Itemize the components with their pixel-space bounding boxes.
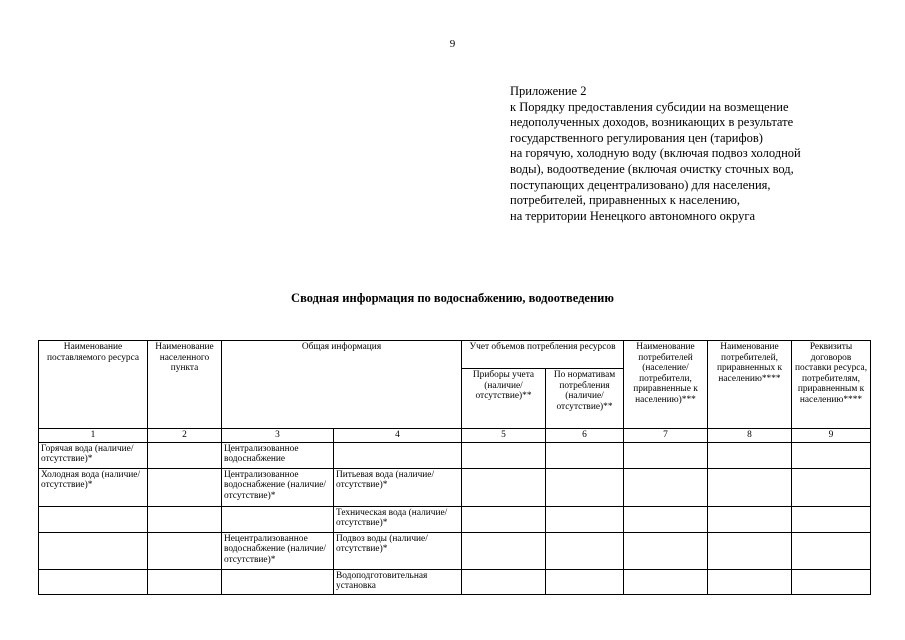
table-row bbox=[39, 468, 871, 506]
table-row bbox=[39, 442, 871, 468]
column-number: 4 bbox=[334, 429, 462, 443]
equated-consumers-cell bbox=[708, 506, 792, 532]
header-consumers: Наименование потребителей (население/ потребители, приравненные к населению)*** bbox=[624, 341, 708, 429]
column-number: 5 bbox=[462, 429, 546, 443]
appendix-line: на горячую, холодную воду (включая подвоз холодной bbox=[510, 146, 801, 161]
header-row bbox=[39, 341, 871, 369]
settlement-cell bbox=[148, 569, 222, 594]
equated-consumers-cell bbox=[708, 532, 792, 569]
appendix-line: воды), водоотведение (включая очистку сточных вод, bbox=[510, 161, 794, 176]
summary-table bbox=[38, 340, 871, 595]
norms-cell bbox=[546, 506, 624, 532]
column-number: 3 bbox=[222, 429, 334, 443]
meters-cell bbox=[462, 569, 546, 594]
page-number: 9 bbox=[449, 38, 456, 50]
contract-cell bbox=[792, 468, 871, 506]
settlement-cell bbox=[148, 532, 222, 569]
appendix-line: недополученных доходов, возникающих в результате bbox=[510, 115, 794, 130]
header-resource: Наименование поставляемого ресурса bbox=[39, 341, 148, 429]
meters-cell bbox=[462, 468, 546, 506]
meters-cell bbox=[462, 506, 546, 532]
meters-cell bbox=[462, 532, 546, 569]
column-number: 1 bbox=[39, 429, 148, 443]
contract-cell bbox=[792, 506, 871, 532]
resource-cell: Холодная вода (наличие/отсутствие)* bbox=[39, 468, 148, 506]
column-number-row bbox=[39, 429, 871, 443]
column-number: 9 bbox=[792, 429, 871, 443]
header-metering: Учет объемов потребления ресурсов bbox=[462, 341, 624, 369]
resource-cell: Горячая вода (наличие/отсутствие)* bbox=[39, 442, 148, 468]
consumers-cell bbox=[624, 532, 708, 569]
supply-cell bbox=[222, 506, 334, 532]
column-number: 8 bbox=[708, 429, 792, 443]
norms-cell bbox=[546, 532, 624, 569]
column-number: 2 bbox=[148, 429, 222, 443]
table-row bbox=[39, 569, 871, 594]
detail-cell: Техническая вода (наличие/отсутствие)* bbox=[334, 506, 462, 532]
column-number: 7 bbox=[624, 429, 708, 443]
table-row bbox=[39, 532, 871, 569]
header-general-info: Общая информация bbox=[222, 341, 462, 429]
resource-cell bbox=[39, 506, 148, 532]
header-contract-details: Реквизиты договоров поставки ресурса, потребителям, приравненным к населению**** bbox=[792, 341, 871, 429]
appendix-line: Приложение 2 bbox=[510, 84, 587, 98]
supply-cell: Централизованное водоснабжение (наличие/отсутствие)* bbox=[222, 468, 334, 506]
settlement-cell bbox=[148, 468, 222, 506]
resource-cell bbox=[39, 569, 148, 594]
appendix-heading bbox=[510, 84, 850, 224]
supply-cell: Централизованное водоснабжение bbox=[222, 442, 334, 468]
consumers-cell bbox=[624, 468, 708, 506]
header-meters: Приборы учета (наличие/ отсутствие)** bbox=[462, 369, 546, 429]
header-settlement: Наименование населенного пункта bbox=[148, 341, 222, 429]
detail-cell: Питьевая вода (наличие/отсутствие)* bbox=[334, 468, 462, 506]
contract-cell bbox=[792, 569, 871, 594]
appendix-line: государственного регулирования цен (тарифов) bbox=[510, 130, 763, 145]
supply-cell: Нецентрализованное водоснабжение (наличие/отсутствие)* bbox=[222, 532, 334, 569]
appendix-line: к Порядку предоставления субсидии на возмещение bbox=[510, 99, 789, 114]
header-equated-consumers: Наименование потребителей, приравненных к населению**** bbox=[708, 341, 792, 429]
norms-cell bbox=[546, 468, 624, 506]
norms-cell bbox=[546, 569, 624, 594]
detail-cell: Водоподготовительная установка bbox=[334, 569, 462, 594]
appendix-line: поступающих децентрализовано) для населения, bbox=[510, 177, 771, 192]
consumers-cell bbox=[624, 442, 708, 468]
contract-cell bbox=[792, 532, 871, 569]
equated-consumers-cell bbox=[708, 569, 792, 594]
supply-cell bbox=[222, 569, 334, 594]
equated-consumers-cell bbox=[708, 442, 792, 468]
equated-consumers-cell bbox=[708, 468, 792, 506]
detail-cell: Подвоз воды (наличие/отсутствие)* bbox=[334, 532, 462, 569]
settlement-cell bbox=[148, 506, 222, 532]
appendix-line: потребителей, приравненных к населению, bbox=[510, 193, 741, 208]
contract-cell bbox=[792, 442, 871, 468]
column-number: 6 bbox=[546, 429, 624, 443]
settlement-cell bbox=[148, 442, 222, 468]
consumers-cell bbox=[624, 506, 708, 532]
resource-cell bbox=[39, 532, 148, 569]
document-title: Сводная информация по водоснабжению, водоотведению bbox=[291, 291, 614, 305]
header-norms: По нормативам потребления (наличие/ отсутствие)** bbox=[546, 369, 624, 429]
norms-cell bbox=[546, 442, 624, 468]
table-row bbox=[39, 506, 871, 532]
consumers-cell bbox=[624, 569, 708, 594]
meters-cell bbox=[462, 442, 546, 468]
detail-cell bbox=[334, 442, 462, 468]
appendix-line: на территории Ненецкого автономного округа bbox=[510, 208, 756, 223]
